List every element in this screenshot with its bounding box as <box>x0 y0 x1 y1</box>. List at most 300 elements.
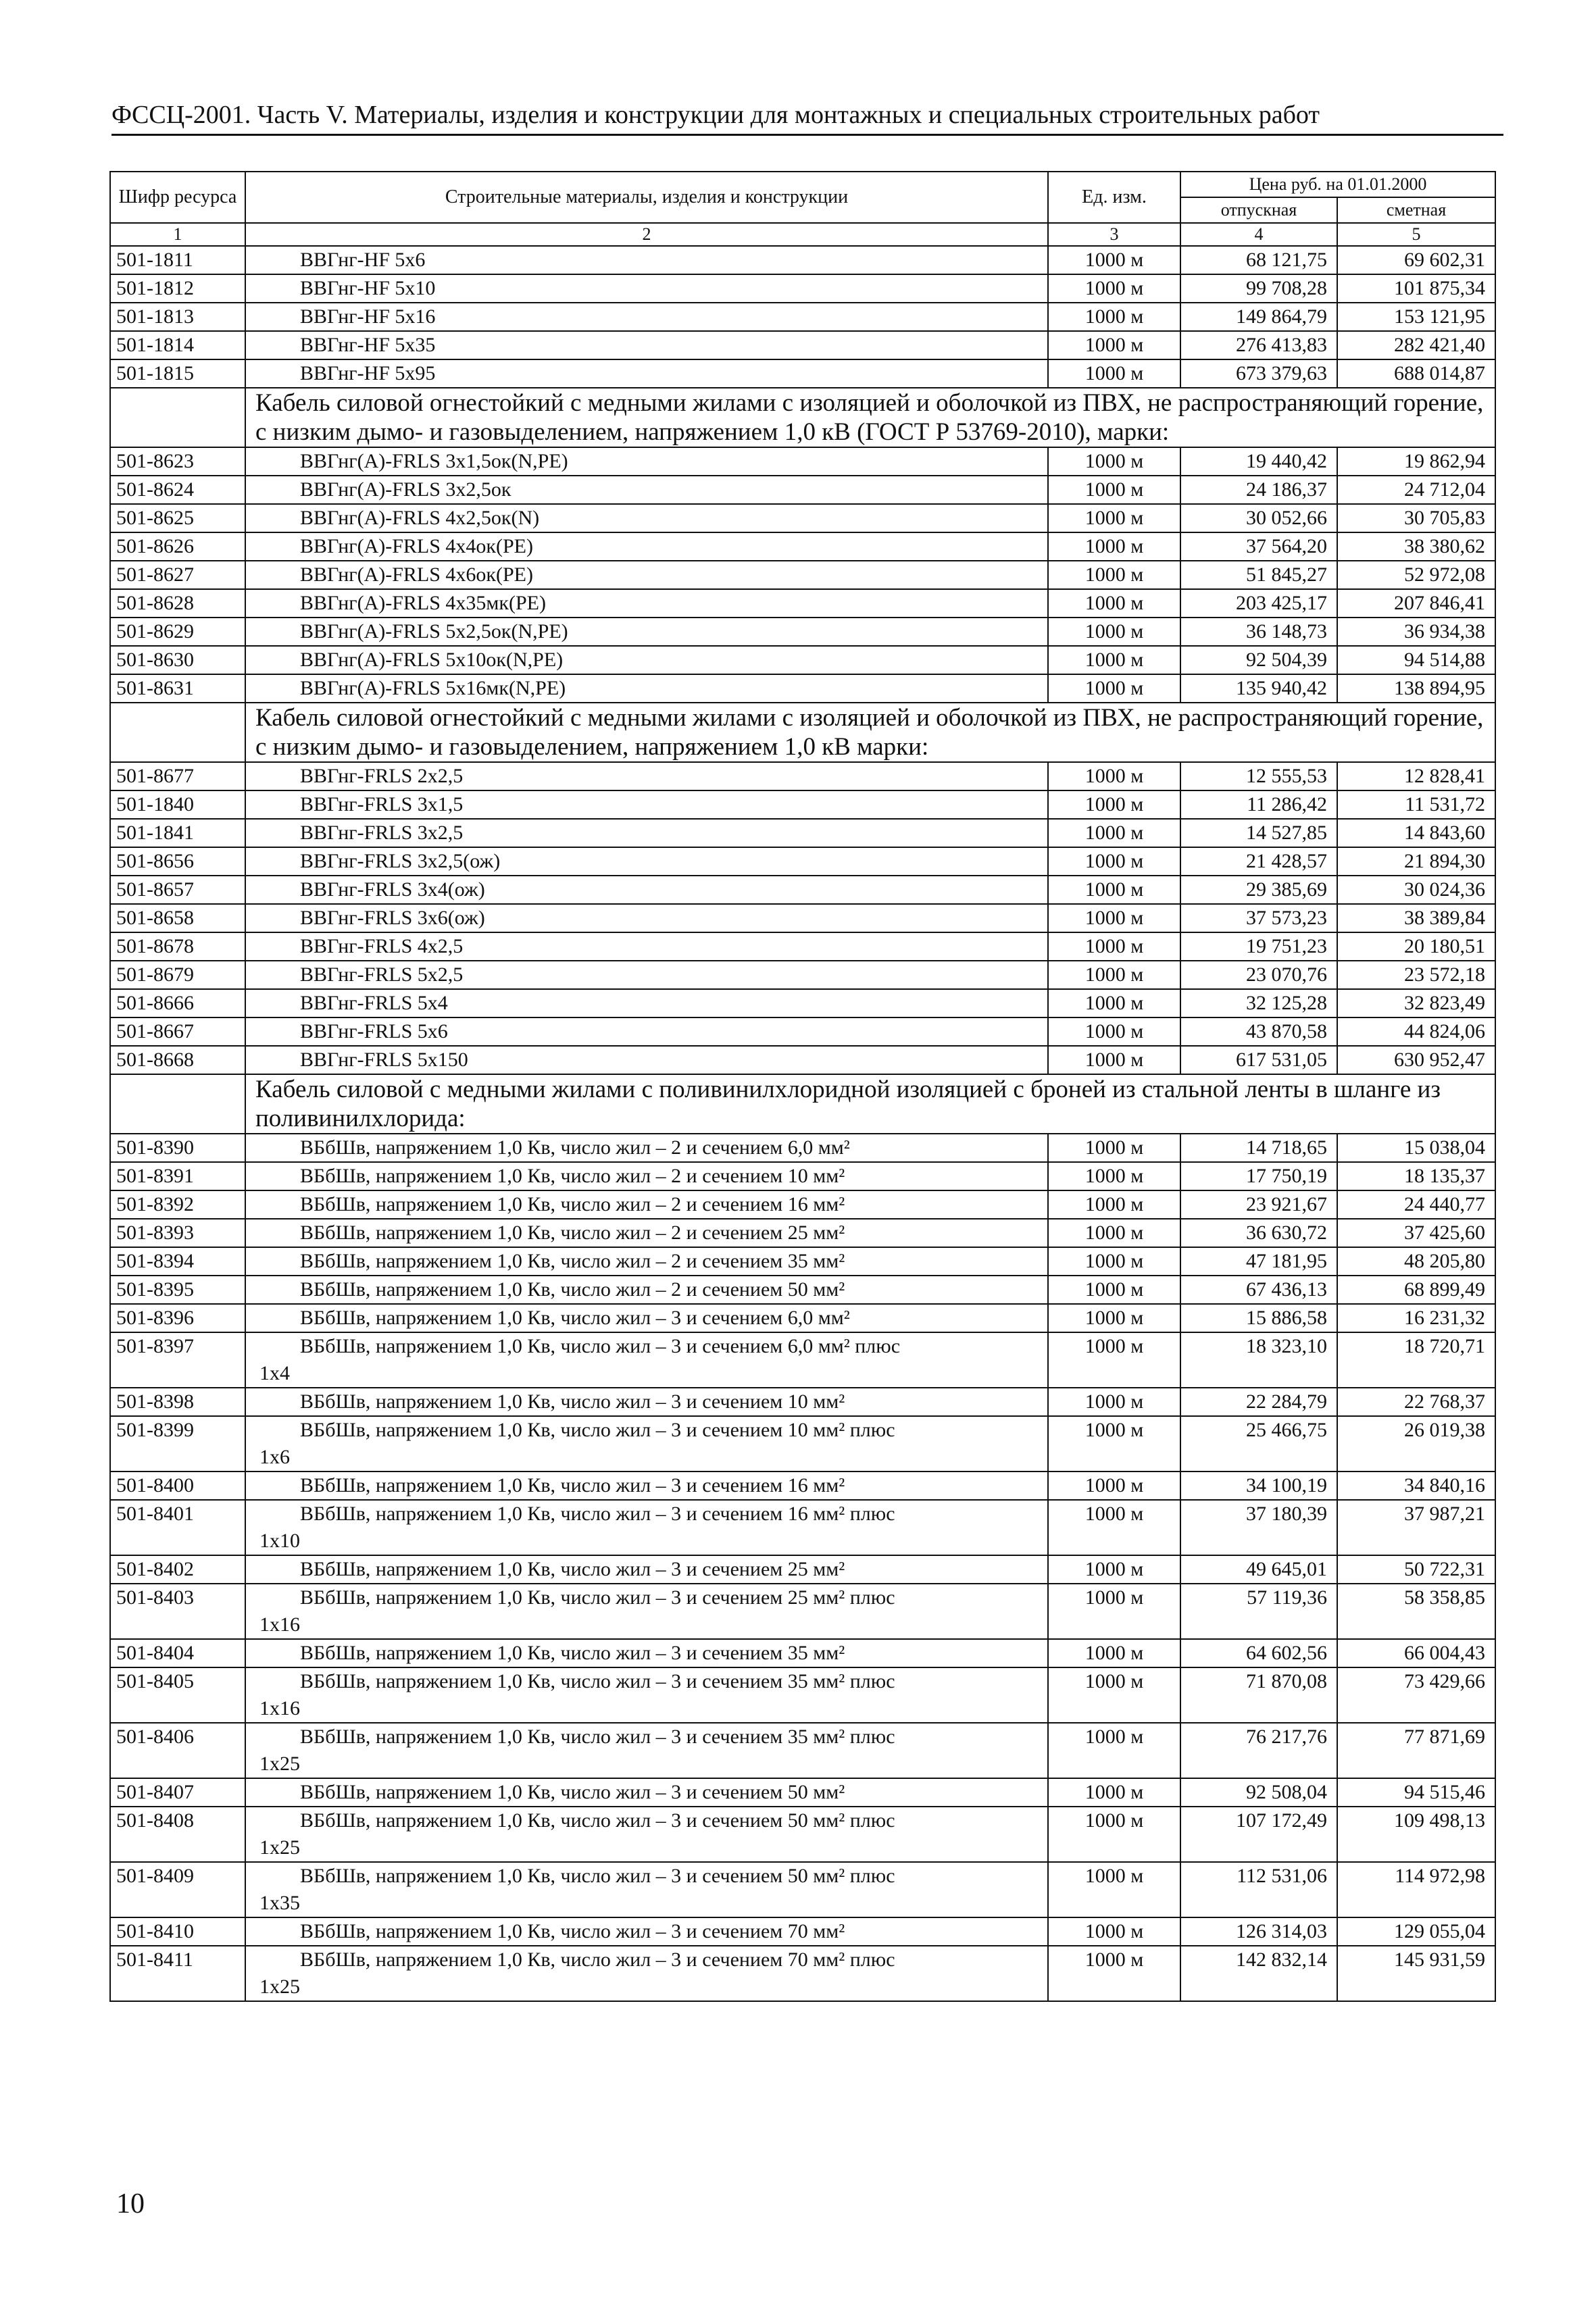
table-row <box>110 359 1495 388</box>
unit: 1000 м <box>1048 1555 1180 1584</box>
group-code-cell <box>110 703 245 762</box>
material-name: ВБбШв, напряжением 1,0 Кв, число жил – 2 и сечением 50 мм² <box>245 1276 1048 1304</box>
unit: 1000 м <box>1048 847 1180 876</box>
estimate-price: 50 722,31 <box>1337 1555 1495 1584</box>
material-name: ВБбШв, напряжением 1,0 Кв, число жил – 3 и сечением 6,0 мм² <box>245 1304 1048 1332</box>
col-header-release: отпускная <box>1180 197 1337 223</box>
material-name-continuation: 1х25 <box>259 1836 300 1859</box>
material-name: ВВГнг-FRLS 3х1,5 <box>245 790 1048 819</box>
release-price: 11 286,42 <box>1180 790 1337 819</box>
unit: 1000 м <box>1048 1723 1180 1778</box>
estimate-price: 68 899,49 <box>1337 1276 1495 1304</box>
table-row <box>110 1219 1495 1247</box>
table-row <box>110 1807 1495 1862</box>
resource-code: 501-8666 <box>110 989 245 1017</box>
release-price: 67 436,13 <box>1180 1276 1337 1304</box>
resource-code: 501-8392 <box>110 1190 245 1219</box>
table-row <box>110 1304 1495 1332</box>
material-name: ВВГнг(А)-FRLS 5х10ок(N,PE) <box>245 646 1048 674</box>
release-price: 149 864,79 <box>1180 303 1337 331</box>
unit: 1000 м <box>1048 646 1180 674</box>
unit: 1000 м <box>1048 1332 1180 1388</box>
estimate-price: 688 014,87 <box>1337 359 1495 388</box>
resource-code: 501-1815 <box>110 359 245 388</box>
resource-code: 501-8398 <box>110 1388 245 1416</box>
table-body <box>110 246 1495 2001</box>
estimate-price: 34 840,16 <box>1337 1472 1495 1500</box>
group-heading-row <box>110 703 1495 762</box>
material-name: ВБбШв, напряжением 1,0 Кв, число жил – 2 и сечением 6,0 мм² <box>245 1134 1048 1162</box>
col-number: 3 <box>1048 223 1180 246</box>
col-header-code: Шифр ресурса <box>110 172 245 223</box>
table-row <box>110 1388 1495 1416</box>
unit: 1000 м <box>1048 589 1180 618</box>
resource-code: 501-8626 <box>110 532 245 561</box>
material-name: ВБбШв, напряжением 1,0 Кв, число жил – 2 и сечением 25 мм² <box>245 1219 1048 1247</box>
release-price: 51 845,27 <box>1180 561 1337 589</box>
estimate-price: 129 055,04 <box>1337 1917 1495 1946</box>
page-header: ФССЦ-2001. Часть V. Материалы, изделия и конструкции для монтажных и специальных строительных работ <box>111 100 1503 136</box>
unit: 1000 м <box>1048 1247 1180 1276</box>
estimate-price: 44 824,06 <box>1337 1017 1495 1046</box>
group-code-cell <box>110 388 245 447</box>
group-heading: Кабель силовой с медными жилами с поливинилхлоридной изоляцией с броней из стальной ленты в шланге из поливинилхлорида: <box>245 1074 1495 1134</box>
material-name: ВБбШв, напряжением 1,0 Кв, число жил – 3 и сечением 70 мм² <box>245 1917 1048 1946</box>
resource-code: 501-8401 <box>110 1500 245 1555</box>
unit: 1000 м <box>1048 504 1180 532</box>
unit: 1000 м <box>1048 876 1180 904</box>
material-name: ВВГнг-FRLS 5х6 <box>245 1017 1048 1046</box>
material-name <box>245 1667 1048 1723</box>
table-row <box>110 1472 1495 1500</box>
unit: 1000 м <box>1048 274 1180 303</box>
price-table <box>109 171 1496 2002</box>
material-name <box>245 1862 1048 1917</box>
release-price: 99 708,28 <box>1180 274 1337 303</box>
table-row <box>110 847 1495 876</box>
table-row <box>110 246 1495 274</box>
resource-code: 501-8631 <box>110 674 245 703</box>
estimate-price: 18 720,71 <box>1337 1332 1495 1388</box>
table-row <box>110 1917 1495 1946</box>
table-row <box>110 274 1495 303</box>
estimate-price: 37 425,60 <box>1337 1219 1495 1247</box>
unit: 1000 м <box>1048 674 1180 703</box>
release-price: 14 527,85 <box>1180 819 1337 847</box>
release-price: 23 921,67 <box>1180 1190 1337 1219</box>
group-heading-row <box>110 388 1495 447</box>
material-name: ВВГнг-FRLS 3х2,5 <box>245 819 1048 847</box>
release-price: 25 466,75 <box>1180 1416 1337 1472</box>
resource-code: 501-8399 <box>110 1416 245 1472</box>
resource-code: 501-8679 <box>110 961 245 989</box>
release-price: 92 508,04 <box>1180 1778 1337 1807</box>
page-number: 10 <box>116 2188 145 2219</box>
resource-code: 501-8405 <box>110 1667 245 1723</box>
release-price: 12 555,53 <box>1180 762 1337 790</box>
release-price: 23 070,76 <box>1180 961 1337 989</box>
unit: 1000 м <box>1048 476 1180 504</box>
material-name-line: ВБбШв, напряжением 1,0 Кв, число жил – 3 и сечением 6,0 мм² плюс <box>300 1335 901 1357</box>
release-price: 43 870,58 <box>1180 1017 1337 1046</box>
unit: 1000 м <box>1048 1667 1180 1723</box>
estimate-price: 138 894,95 <box>1337 674 1495 703</box>
material-name: ВВГнг-FRLS 5х2,5 <box>245 961 1048 989</box>
table-row <box>110 1416 1495 1472</box>
unit: 1000 м <box>1048 1807 1180 1862</box>
unit: 1000 м <box>1048 1917 1180 1946</box>
col-header-estimate: сметная <box>1337 197 1495 223</box>
material-name: ВВГнг-HF 5х16 <box>245 303 1048 331</box>
resource-code: 501-1840 <box>110 790 245 819</box>
unit: 1000 м <box>1048 246 1180 274</box>
release-price: 57 119,36 <box>1180 1584 1337 1639</box>
release-price: 276 413,83 <box>1180 331 1337 359</box>
material-name-line: ВБбШв, напряжением 1,0 Кв, число жил – 3 и сечением 70 мм² плюс <box>300 1948 895 1971</box>
estimate-price: 11 531,72 <box>1337 790 1495 819</box>
material-name: ВВГнг(А)-FRLS 3х1,5ок(N,PE) <box>245 447 1048 476</box>
material-name: ВВГнг-FRLS 2х2,5 <box>245 762 1048 790</box>
material-name-line: ВБбШв, напряжением 1,0 Кв, число жил – 3 и сечением 50 мм² плюс <box>300 1809 895 1832</box>
resource-code: 501-8402 <box>110 1555 245 1584</box>
release-price: 112 531,06 <box>1180 1862 1337 1917</box>
estimate-price: 145 931,59 <box>1337 1946 1495 2001</box>
material-name-continuation: 1х25 <box>259 1753 300 1775</box>
release-price: 24 186,37 <box>1180 476 1337 504</box>
table-row <box>110 1276 1495 1304</box>
unit: 1000 м <box>1048 1134 1180 1162</box>
table-row <box>110 1332 1495 1388</box>
material-name-continuation: 1х4 <box>259 1362 290 1384</box>
table-row <box>110 303 1495 331</box>
table-row <box>110 1667 1495 1723</box>
unit: 1000 м <box>1048 790 1180 819</box>
estimate-price: 12 828,41 <box>1337 762 1495 790</box>
material-name-line: ВБбШв, напряжением 1,0 Кв, число жил – 3 и сечением 50 мм² плюс <box>300 1865 895 1887</box>
estimate-price: 24 440,77 <box>1337 1190 1495 1219</box>
material-name: ВБбШв, напряжением 1,0 Кв, число жил – 3 и сечением 10 мм² <box>245 1388 1048 1416</box>
material-name <box>245 1332 1048 1388</box>
table-row <box>110 1639 1495 1667</box>
estimate-price: 94 514,88 <box>1337 646 1495 674</box>
resource-code: 501-8668 <box>110 1046 245 1074</box>
unit: 1000 м <box>1048 904 1180 932</box>
unit: 1000 м <box>1048 1584 1180 1639</box>
material-name: ВВГнг(А)-FRLS 4х4ок(PE) <box>245 532 1048 561</box>
material-name: ВБбШв, напряжением 1,0 Кв, число жил – 2 и сечением 16 мм² <box>245 1190 1048 1219</box>
release-price: 29 385,69 <box>1180 876 1337 904</box>
estimate-price: 36 934,38 <box>1337 618 1495 646</box>
release-price: 76 217,76 <box>1180 1723 1337 1778</box>
table-row <box>110 1190 1495 1219</box>
unit: 1000 м <box>1048 762 1180 790</box>
table-row <box>110 762 1495 790</box>
resource-code: 501-8628 <box>110 589 245 618</box>
material-name <box>245 1416 1048 1472</box>
unit: 1000 м <box>1048 1778 1180 1807</box>
material-name-continuation: 1х16 <box>259 1697 300 1719</box>
group-heading: Кабель силовой огнестойкий с медными жилами с изоляцией и оболочкой из ПВХ, не распространяющий горение, с низким дымо- и газовыделением, напряжением 1,0 кВ марки: <box>245 703 1495 762</box>
material-name: ВВГнг-FRLS 3х4(ож) <box>245 876 1048 904</box>
release-price: 135 940,42 <box>1180 674 1337 703</box>
material-name: ВВГнг-HF 5х6 <box>245 246 1048 274</box>
resource-code: 501-1841 <box>110 819 245 847</box>
release-price: 126 314,03 <box>1180 1917 1337 1946</box>
release-price: 37 564,20 <box>1180 532 1337 561</box>
estimate-price: 14 843,60 <box>1337 819 1495 847</box>
unit: 1000 м <box>1048 1416 1180 1472</box>
material-name-line: ВБбШв, напряжением 1,0 Кв, число жил – 3 и сечением 10 мм² плюс <box>300 1419 895 1441</box>
material-name-continuation: 1х10 <box>259 1530 300 1552</box>
material-name: ВВГнг-FRLS 4х2,5 <box>245 932 1048 961</box>
table-row <box>110 1946 1495 2001</box>
unit: 1000 м <box>1048 1500 1180 1555</box>
material-name <box>245 1500 1048 1555</box>
resource-code: 501-8630 <box>110 646 245 674</box>
resource-code: 501-1812 <box>110 274 245 303</box>
table-row <box>110 1017 1495 1046</box>
release-price: 64 602,56 <box>1180 1639 1337 1667</box>
table-row <box>110 904 1495 932</box>
estimate-price: 30 705,83 <box>1337 504 1495 532</box>
unit: 1000 м <box>1048 618 1180 646</box>
table-row <box>110 1046 1495 1074</box>
material-name <box>245 1946 1048 2001</box>
release-price: 36 148,73 <box>1180 618 1337 646</box>
release-price: 68 121,75 <box>1180 246 1337 274</box>
estimate-price: 101 875,34 <box>1337 274 1495 303</box>
resource-code: 501-8657 <box>110 876 245 904</box>
estimate-price: 26 019,38 <box>1337 1416 1495 1472</box>
unit: 1000 м <box>1048 1046 1180 1074</box>
resource-code: 501-8396 <box>110 1304 245 1332</box>
resource-code: 501-8409 <box>110 1862 245 1917</box>
material-name: ВВГнг(А)-FRLS 5х2,5ок(N,PE) <box>245 618 1048 646</box>
material-name: ВВГнг(А)-FRLS 4х35мк(PE) <box>245 589 1048 618</box>
table-row <box>110 961 1495 989</box>
table-row <box>110 1555 1495 1584</box>
col-header-unit: Ед. изм. <box>1048 172 1180 223</box>
release-price: 15 886,58 <box>1180 1304 1337 1332</box>
material-name-continuation: 1х16 <box>259 1613 300 1636</box>
material-name: ВВГнг-FRLS 3х2,5(ож) <box>245 847 1048 876</box>
table-row <box>110 1723 1495 1778</box>
estimate-price: 21 894,30 <box>1337 847 1495 876</box>
resource-code: 501-8394 <box>110 1247 245 1276</box>
unit: 1000 м <box>1048 303 1180 331</box>
col-number: 4 <box>1180 223 1337 246</box>
estimate-price: 58 358,85 <box>1337 1584 1495 1639</box>
estimate-price: 109 498,13 <box>1337 1807 1495 1862</box>
unit: 1000 м <box>1048 532 1180 561</box>
unit: 1000 м <box>1048 1304 1180 1332</box>
resource-code: 501-8410 <box>110 1917 245 1946</box>
material-name-line: ВБбШв, напряжением 1,0 Кв, число жил – 3 и сечением 25 мм² плюс <box>300 1586 895 1609</box>
table-row <box>110 1778 1495 1807</box>
resource-code: 501-1813 <box>110 303 245 331</box>
release-price: 71 870,08 <box>1180 1667 1337 1723</box>
unit: 1000 м <box>1048 359 1180 388</box>
estimate-price: 282 421,40 <box>1337 331 1495 359</box>
release-price: 22 284,79 <box>1180 1388 1337 1416</box>
col-header-name: Строительные материалы, изделия и конструкции <box>245 172 1048 223</box>
estimate-price: 37 987,21 <box>1337 1500 1495 1555</box>
resource-code: 501-8411 <box>110 1946 245 2001</box>
resource-code: 501-8403 <box>110 1584 245 1639</box>
resource-code: 501-8627 <box>110 561 245 589</box>
table-row <box>110 876 1495 904</box>
unit: 1000 м <box>1048 561 1180 589</box>
table-row <box>110 331 1495 359</box>
table-row <box>110 1862 1495 1917</box>
unit: 1000 м <box>1048 331 1180 359</box>
table-row <box>110 932 1495 961</box>
resource-code: 501-8677 <box>110 762 245 790</box>
material-name: ВБбШв, напряжением 1,0 Кв, число жил – 2 и сечением 10 мм² <box>245 1162 1048 1190</box>
col-number: 2 <box>245 223 1048 246</box>
resource-code: 501-8625 <box>110 504 245 532</box>
material-name-line: ВБбШв, напряжением 1,0 Кв, число жил – 3 и сечением 35 мм² плюс <box>300 1670 895 1692</box>
resource-code: 501-8404 <box>110 1639 245 1667</box>
material-name: ВБбШв, напряжением 1,0 Кв, число жил – 3 и сечением 16 мм² <box>245 1472 1048 1500</box>
release-price: 21 428,57 <box>1180 847 1337 876</box>
release-price: 49 645,01 <box>1180 1555 1337 1584</box>
table-row <box>110 476 1495 504</box>
estimate-price: 114 972,98 <box>1337 1862 1495 1917</box>
table-row <box>110 589 1495 618</box>
material-name: ВБбШв, напряжением 1,0 Кв, число жил – 2 и сечением 35 мм² <box>245 1247 1048 1276</box>
estimate-price: 19 862,94 <box>1337 447 1495 476</box>
material-name: ВБбШв, напряжением 1,0 Кв, число жил – 3 и сечением 25 мм² <box>245 1555 1048 1584</box>
release-price: 107 172,49 <box>1180 1807 1337 1862</box>
material-name: ВВГнг-HF 5х35 <box>245 331 1048 359</box>
material-name: ВБбШв, напряжением 1,0 Кв, число жил – 3 и сечением 50 мм² <box>245 1778 1048 1807</box>
estimate-price: 16 231,32 <box>1337 1304 1495 1332</box>
resource-code: 501-8400 <box>110 1472 245 1500</box>
release-price: 17 750,19 <box>1180 1162 1337 1190</box>
table-row <box>110 1162 1495 1190</box>
release-price: 617 531,05 <box>1180 1046 1337 1074</box>
release-price: 37 180,39 <box>1180 1500 1337 1555</box>
release-price: 19 440,42 <box>1180 447 1337 476</box>
group-heading: Кабель силовой огнестойкий с медными жилами с изоляцией и оболочкой из ПВХ, не распространяющий горение, с низким дымо- и газовыделением, напряжением 1,0 кВ (ГОСТ Р 53769-2010), марки: <box>245 388 1495 447</box>
estimate-price: 24 712,04 <box>1337 476 1495 504</box>
table-row <box>110 790 1495 819</box>
unit: 1000 м <box>1048 1946 1180 2001</box>
material-name-continuation: 1х25 <box>259 1976 300 1998</box>
material-name: ВБбШв, напряжением 1,0 Кв, число жил – 3 и сечением 35 мм² <box>245 1639 1048 1667</box>
release-price: 19 751,23 <box>1180 932 1337 961</box>
estimate-price: 23 572,18 <box>1337 961 1495 989</box>
unit: 1000 м <box>1048 932 1180 961</box>
release-price: 92 504,39 <box>1180 646 1337 674</box>
estimate-price: 38 380,62 <box>1337 532 1495 561</box>
resource-code: 501-8406 <box>110 1723 245 1778</box>
material-name: ВВГнг(А)-FRLS 3х2,5ок <box>245 476 1048 504</box>
material-name: ВВГнг(А)-FRLS 5х16мк(N,PE) <box>245 674 1048 703</box>
material-name <box>245 1584 1048 1639</box>
estimate-price: 69 602,31 <box>1337 246 1495 274</box>
material-name-continuation: 1х6 <box>259 1446 290 1468</box>
estimate-price: 94 515,46 <box>1337 1778 1495 1807</box>
estimate-price: 153 121,95 <box>1337 303 1495 331</box>
resource-code: 501-8629 <box>110 618 245 646</box>
table-row <box>110 646 1495 674</box>
col-number: 1 <box>110 223 245 246</box>
estimate-price: 73 429,66 <box>1337 1667 1495 1723</box>
group-heading-row <box>110 1074 1495 1134</box>
release-price: 142 832,14 <box>1180 1946 1337 2001</box>
material-name: ВВГнг-HF 5х95 <box>245 359 1048 388</box>
release-price: 36 630,72 <box>1180 1219 1337 1247</box>
unit: 1000 м <box>1048 1639 1180 1667</box>
unit: 1000 м <box>1048 989 1180 1017</box>
resource-code: 501-8624 <box>110 476 245 504</box>
resource-code: 501-8390 <box>110 1134 245 1162</box>
estimate-price: 32 823,49 <box>1337 989 1495 1017</box>
material-name: ВВГнг-FRLS 5х4 <box>245 989 1048 1017</box>
resource-code: 501-8391 <box>110 1162 245 1190</box>
estimate-price: 630 952,47 <box>1337 1046 1495 1074</box>
release-price: 47 181,95 <box>1180 1247 1337 1276</box>
estimate-price: 52 972,08 <box>1337 561 1495 589</box>
estimate-price: 30 024,36 <box>1337 876 1495 904</box>
material-name: ВВГнг-FRLS 5х150 <box>245 1046 1048 1074</box>
unit: 1000 м <box>1048 819 1180 847</box>
unit: 1000 м <box>1048 1472 1180 1500</box>
estimate-price: 22 768,37 <box>1337 1388 1495 1416</box>
unit: 1000 м <box>1048 1276 1180 1304</box>
table-row <box>110 447 1495 476</box>
estimate-price: 18 135,37 <box>1337 1162 1495 1190</box>
release-price: 30 052,66 <box>1180 504 1337 532</box>
col-header-price: Цена руб. на 01.01.2000 <box>1180 172 1495 197</box>
estimate-price: 66 004,43 <box>1337 1639 1495 1667</box>
resource-code: 501-8393 <box>110 1219 245 1247</box>
table-row <box>110 561 1495 589</box>
unit: 1000 м <box>1048 1862 1180 1917</box>
resource-code: 501-8667 <box>110 1017 245 1046</box>
unit: 1000 м <box>1048 961 1180 989</box>
material-name: ВВГнг-FRLS 3х6(ож) <box>245 904 1048 932</box>
estimate-price: 15 038,04 <box>1337 1134 1495 1162</box>
table-row <box>110 1500 1495 1555</box>
unit: 1000 м <box>1048 447 1180 476</box>
release-price: 18 323,10 <box>1180 1332 1337 1388</box>
resource-code: 501-8678 <box>110 932 245 961</box>
release-price: 673 379,63 <box>1180 359 1337 388</box>
resource-code: 501-8397 <box>110 1332 245 1388</box>
release-price: 34 100,19 <box>1180 1472 1337 1500</box>
material-name-line: ВБбШв, напряжением 1,0 Кв, число жил – 3 и сечением 16 мм² плюс <box>300 1503 895 1525</box>
release-price: 14 718,65 <box>1180 1134 1337 1162</box>
group-code-cell <box>110 1074 245 1134</box>
release-price: 203 425,17 <box>1180 589 1337 618</box>
material-name: ВВГнг(А)-FRLS 4х2,5ок(N) <box>245 504 1048 532</box>
unit: 1000 м <box>1048 1017 1180 1046</box>
material-name <box>245 1807 1048 1862</box>
col-number: 5 <box>1337 223 1495 246</box>
resource-code: 501-1814 <box>110 331 245 359</box>
table-row <box>110 1584 1495 1639</box>
table-row <box>110 819 1495 847</box>
unit: 1000 м <box>1048 1388 1180 1416</box>
resource-code: 501-8408 <box>110 1807 245 1862</box>
table-row <box>110 989 1495 1017</box>
table-row <box>110 674 1495 703</box>
release-price: 37 573,23 <box>1180 904 1337 932</box>
resource-code: 501-8395 <box>110 1276 245 1304</box>
